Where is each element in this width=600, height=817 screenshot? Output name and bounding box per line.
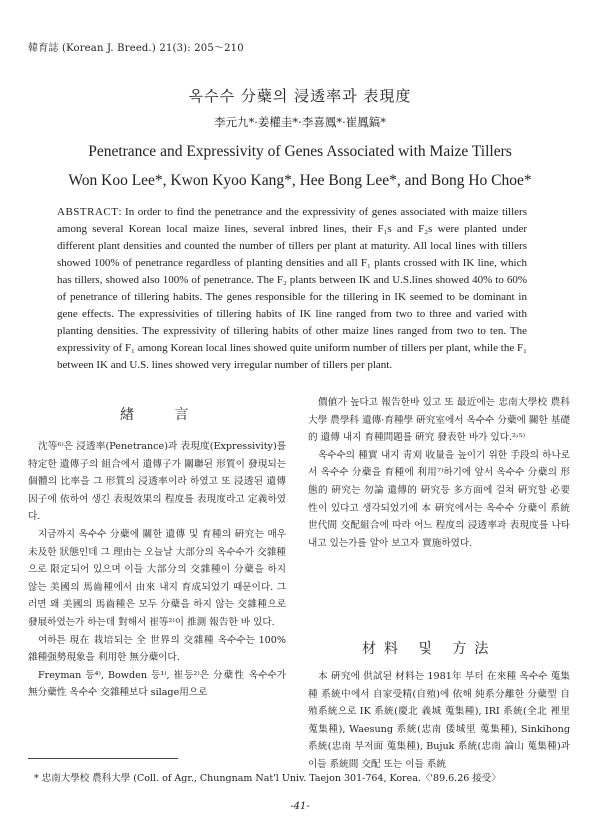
intro-paragraph: 價値가 높다고 報告한바 있고 또 最近에는 忠南大學校 農科大學 農學科 遺傳·育種學 硏究室에서 옥수수 分蘗에 關한 基礎的 遺傳 내지 育種問題를 硏究 發表한 바가 있다.²˒⁵⁾ <box>308 397 570 444</box>
intro-paragraph: 지금까지 옥수수 分蘗에 關한 遺傳 및 育種의 硏究는 매우 未及한 狀態인데 그 理由는 오늘날 大部分의 옥수수가 交雜種으로 限定되어 있으며 이들 大部分의 交雜種이 分蘗을 하지 않는 美國의 馬齒種에서 由來 내지 育成되었기 때문이다. 그러면 왜 美國의 馬齒種은 모두 分蘗을 하지 않는 交雜種으로 發展하였는가 하는데 對해서 崔等²⁾이 推測 報告한 바 있다. <box>28 528 286 628</box>
korean-authors: 李元九*·姜權圭*·李喜鳳*·崔鳳鎬* <box>214 115 386 129</box>
intro-paragraph: 沈等⁶⁾은 浸透率(Penetrance)과 表現度(Expressivity)를 特定한 遺傳子의 組合에서 遺傳子가 關聯된 形質이 發現되는 個體의 比率을 그 形質의 浸透率이라 하였고 또 浸透된 遺傳因子에 依하여 생긴 表現效果의 程度를 表現度라고 定義하였다. <box>28 441 286 523</box>
intro-paragraph: 옥수수의 種實 내지 靑刈 收量을 높이기 위한 手段의 하나로서 옥수수 分蘗을 育種에 利用⁷⁾하기에 앞서 옥수수 分蘗의 形態的 硏究는 勿論 遺傳的 硏究등 多方面에 걸쳐 硏究할 必要性이 있다고 생각되었기에 本 硏究에서는 옥수수 分蘗이 系統世代間 交配組合에 따라 어느 程度의 浸透率과 表現度를 나타내고 있는가를 알아 보고자 實施하였다. <box>308 449 570 549</box>
abstract <box>57 204 527 374</box>
methods-heading: 材料 및 方法 <box>362 641 497 657</box>
intro-heading: 緖 言 <box>120 407 207 423</box>
intro-body <box>28 438 286 702</box>
intro-body-continued <box>308 394 570 552</box>
methods-paragraph: 本 硏究에 供試된 材料는 1981年 부터 在來種 옥수수 蒐集種 系統中에서 自家受精(自殖)에 依해 純系分離한 分蘗型 自殖系統으로 IK 系統(慶北 義城 蒐集種), IRI 系統(全北 裡里 蒐集種), Waesung 系統(忠南 倭城里 蒐集種), Sinkihong 系統(忠南 부저面 蒐集種), Bujuk 系統(忠南 論山 蒐集種)과 이들 系統間 交配 또는 이들 系統 <box>308 671 570 770</box>
english-authors: Won Koo Lee*, Kwon Kyoo Kang*, Hee Bong Lee*, and Bong Ho Choe* <box>68 172 532 189</box>
korean-title: 옥수수 分蘗의 浸透率과 表現度 <box>188 87 412 105</box>
abstract-text: : In order to find the penetrance and the expressivity of genes associated with maize tillers among several Korean local maize lines, several inbred lines, their F₁s and F₂s were planted under different plant densities and counted the number of tillers per plant at maturity. All local lines with tillers showed 100% of penetrance regardless of planting densities and all F₁ plants crossed with IK line, which has tillers, showed also 100% of penetrance. The F₂ plants between IK and U.S.lines showed 40% to 60% of penetrance of tillering habits. The genes responsible for the tillering in IK seemed to be dominant in gene effects. The expressivities of tillering habits of IK line ranged from two to three and varied with planting densities. The expressivity of tillering habits of other maize lines ranged from two to ten. The expressivity of F₁ among Korean local lines showed quite uniform number of tillers per plant, while the F₁ between IK and U.S. lines showed very irregular number of tillers per plant. <box>57 206 527 371</box>
abstract-label: ABSTRACT <box>57 206 119 218</box>
footnote: * 忠南大學校 農科大學 (Coll. of Agr., Chungnam Nat'l Univ. Taejon 301-764, Korea.〈'89.6.26 接受〉 <box>34 773 501 784</box>
english-title: Penetrance and Expressivity of Genes Associated with Maize Tillers <box>88 143 512 160</box>
footnote-rule <box>28 758 178 759</box>
page-number: -41- <box>290 801 310 812</box>
methods-body <box>308 668 570 774</box>
intro-paragraph: Freyman 등⁴⁾, Bowden 등¹⁾, 崔등²⁾은 分蘗性 옥수수가 無分蘗性 옥수수 交雜種보다 silage用으로 <box>28 669 286 699</box>
intro-paragraph: 여하튼 現在 栽培되는 全 世界의 交雜種 옥수수는 100% 雜種强勢現象을 利用한 無分蘗이다. <box>28 634 286 664</box>
journal-reference: 韓育誌 (Korean J. Breed.) 21(3): 205～210 <box>28 43 244 54</box>
